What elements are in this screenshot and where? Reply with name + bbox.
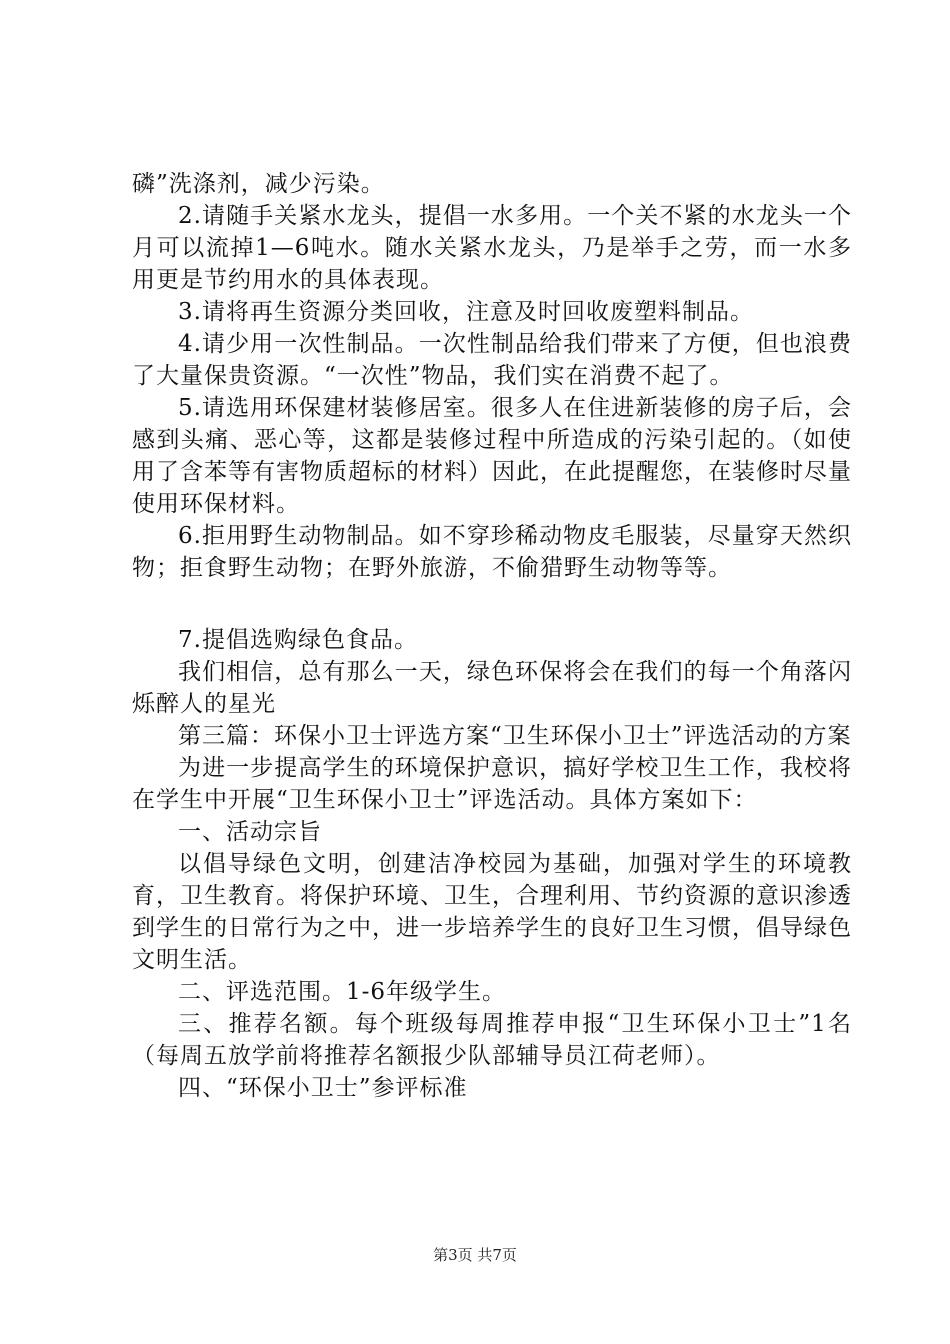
paragraph-item-3: 3.请将再生资源分类回收，注意及时回收废塑料制品。: [178, 299, 754, 325]
heading-nomination-quota: 三、推荐名额。每个班级每周推荐申报“卫生环保小卫士”1名（每周五放学前将推荐名额报少队部辅导员江荷老师）。: [132, 1011, 852, 1069]
page-number-footer: 第3页 共7页: [433, 1246, 517, 1264]
paragraph-activity-purpose: 以倡导绿色文明，创建洁净校园为基础，加强对学生的环境教育，卫生教育。将保护环境、卫生，合理利用、节约资源的意识渗透到学生的日常行为之中，进一步培养学生的良好卫生习惯，倡导绿色文明生活。: [132, 851, 852, 973]
paragraph-item-4: 4.请少用一次性制品。一次性制品给我们带来了方便，但也浪费了大量保贵资源。“一次性”物品，我们实在消费不起了。: [132, 331, 852, 389]
heading-selection-scope: 二、评选范围。1-6年级学生。: [178, 979, 507, 1005]
heading-evaluation-criteria: 四、“环保小卫士”参评标准: [178, 1075, 468, 1101]
paragraph-spacer: [132, 584, 852, 624]
document-body: [132, 168, 852, 1104]
paragraph-item-2: 2.请随手关紧水龙头，提倡一水多用。一个关不紧的水龙头一个月可以流掉1—6吨水。随水关紧水龙头，乃是举手之劳，而一水多用更是节约用水的具体表现。: [132, 203, 852, 293]
section-heading-part-three: 第三篇：环保小卫士评选方案“卫生环保小卫士”评选活动的方案: [178, 723, 852, 749]
heading-activity-purpose: 一、活动宗旨: [178, 819, 322, 845]
paragraph-item-6: 6.拒用野生动物制品。如不穿珍稀动物皮毛服装，尽量穿天然织物；拒食野生动物；在野外旅游，不偷猎野生动物等等。: [132, 523, 852, 581]
paragraph-continuation: 磷”洗涤剂，减少污染。: [132, 171, 385, 197]
paragraph-item-7: 7.提倡选购绿色食品。: [178, 627, 418, 653]
paragraph-item-5: 5.请选用环保建材装修居室。很多人在住进新装修的房子后，会感到头痛、恶心等，这都是装修过程中所造成的污染引起的。（如使用了含苯等有害物质超标的材料）因此，在此提醒您，在装修时尽量使用环保材料。: [132, 395, 852, 517]
paragraph-closing: 我们相信，总有那么一天，绿色环保将会在我们的每一个角落闪烁醉人的星光: [132, 659, 852, 717]
paragraph-intro: 为进一步提高学生的环境保护意识，搞好学校卫生工作，我校将在学生中开展“卫生环保小卫士”评选活动。具体方案如下：: [132, 755, 852, 813]
